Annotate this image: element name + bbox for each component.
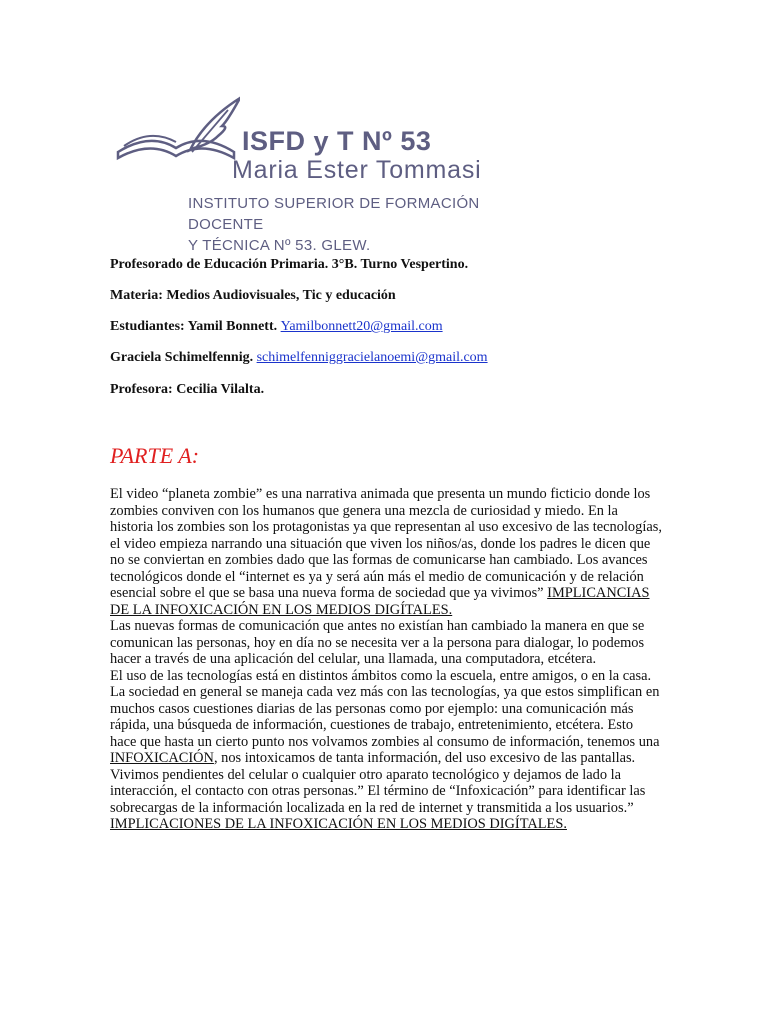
subject-line: Materia: Medios Audiovisuales, Tic y educación [110, 288, 396, 303]
quill-and-book-icon [110, 90, 240, 180]
paragraph-3 [110, 668, 662, 817]
paragraph-3-text: El uso de las tecnologías está en distintos ámbitos como la escuela, entre amigos, o en la casa. La sociedad en general se maneja cada vez más con las tecnologías, ya que estos simplifican en muchos casos cuestiones diarias de las personas como por ejemplo: una comunicación más rápida, una búsqueda de información, cuestiones de trabajo, entretenimiento, etcétera. Esto hace que hasta un cierto punto nos volvamos zombies al consumo de información, tenemos una [110, 667, 660, 750]
student-email-link[interactable]: Yamilbonnett20@gmail.com [280, 319, 443, 334]
students-line [110, 319, 443, 335]
section-title: PARTE A: [110, 443, 200, 468]
body-text [110, 486, 662, 833]
logo-name: Maria Ester Tommasi [232, 156, 482, 184]
logo-institute-line2: Y TÉCNICA Nº 53. GLEW. [188, 237, 371, 254]
paragraph-2: Las nuevas formas de comunicación que antes no existían han cambiado la manera en que se comunican las personas, hoy en día no se necesita ver a la persona para dialogar, lo podemos hacer a través de una aplicación del celular, una llamada, una computadora, etcétera. [110, 618, 645, 667]
student2-label: Graciela Schimelfennig. [110, 350, 254, 365]
student2-email-link[interactable]: schimelfenniggracielanoemi@gmail.com [256, 350, 488, 365]
teacher-line: Profesora: Cecilia Vilalta. [110, 382, 265, 397]
paragraph-1-reference: IMPLICANCIAS DE LA INFOXICACIÓN EN LOS MEDIOS DIGÍTALES. [110, 585, 650, 618]
students-label: Estudiantes: Yamil Bonnett. [110, 319, 278, 334]
infoxicacion-term: INFOXICACIÓN [110, 750, 214, 766]
logo-institute-line1: INSTITUTO SUPERIOR DE FORMACIÓN DOCENTE [188, 195, 480, 233]
program-line: Profesorado de Educación Primaria. 3°B. Turno Vespertino. [110, 257, 469, 272]
paragraph-1 [110, 486, 662, 618]
student2-line [110, 350, 488, 366]
paragraph-1-text: El video “planeta zombie” es una narrativa animada que presenta un mundo ficticio donde los zombies conviven con los humanos que genera una mezcla de curiosidad y miedo. En la historia los zombies son los protagonistas ya que representan al uso excesivo de las tecnologías, el video empieza narrando una situación que viven los niños/as, donde los padres le dicen que no se conviertan en zombies dado que las formas de comunicarse han cambiado. Los avances tecnológicos donde el “internet es ya y será aún más el medio de comunicación y de relación esencial sobre el que se basa una nueva forma de sociedad que ya vivimos” [110, 486, 662, 601]
paragraph-3-text-end: , nos intoxicamos de tanta información, del uso excesivo de las pantallas. Vivimos pendientes del celular o cualquier otro aparato tecnológico y dejamos de lado la interacción, el contacto con otras personas.” El término de “Infoxicación” para identificar las sobrecargas de la información localizada en la red de internet y transmitida a los usuarios.” [110, 750, 646, 816]
paragraph-3-reference: IMPLICACIONES DE LA INFOXICACIÓN EN LOS MEDIOS DIGÍTALES. [110, 816, 567, 832]
institution-logo [110, 90, 550, 254]
logo-title: ISFD y T Nº 53 [242, 126, 432, 156]
logo-institute [188, 193, 550, 256]
